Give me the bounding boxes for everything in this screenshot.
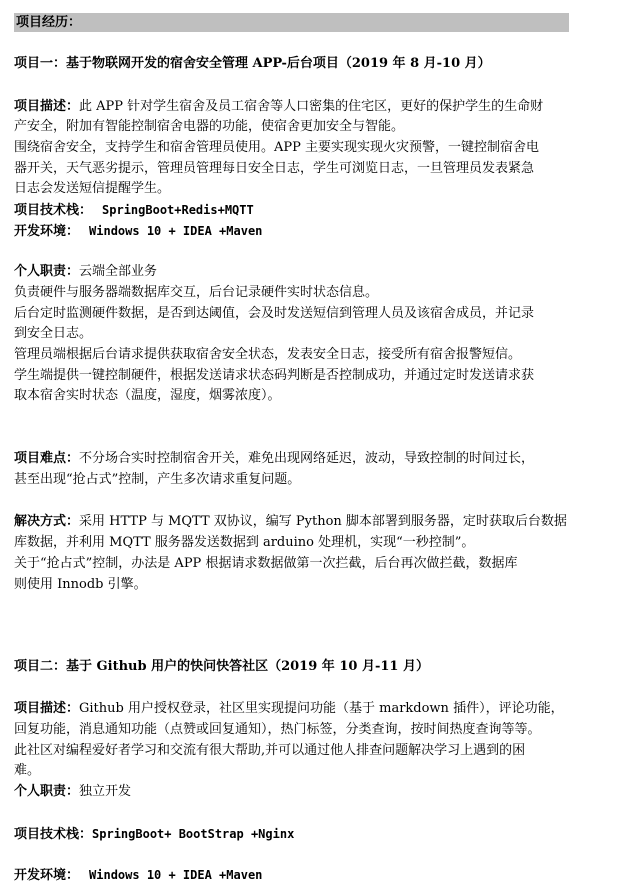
project1-solution-line: 库数据，并利用 MQTT 服务器发送数据到 arduino 处理机，实现“一秒控制”。 (14, 535, 475, 550)
project1-desc-text: 此 APP 针对学生宿舍及员工宿舍等人口密集的住宅区，更好的保护学生的生命财 (79, 99, 544, 114)
project2-env-label: 开发环境： (14, 868, 80, 883)
project2-env-value: Windows 10 + IDEA +Maven (89, 868, 263, 882)
project1-difficulty-line: 甚至出现“抢占式”控制，产生多次请求重复问题。 (14, 472, 301, 487)
project2-stack-label: 项目技术栈： (14, 827, 93, 842)
project1-duty-item: 到安全日志。 (14, 326, 93, 341)
project2-duty-value: 独立开发 (79, 784, 132, 799)
project1-duty-item: 负责硬件与服务器端数据库交互，后台记录硬件实时状态信息。 (14, 285, 379, 300)
project1-desc-line: 器开关，天气恶劣提示，管理员管理每日安全日志，学生可浏览日志，一旦管理员发表紧急 (14, 161, 535, 176)
project2-desc-line: 此社区对编程爱好者学习和交流有很大帮助,并可以通过他人排查问题解决学习上遇到的困 (14, 743, 526, 758)
project1-heading: 项目一：基于物联网开发的宿舍安全管理 APP-后台项目（2019 年 8 月-10 月） (14, 56, 491, 71)
project2-stack-line (14, 824, 294, 845)
project2-desc-line (14, 699, 564, 719)
project1-solution-line: 关于“抢占式”控制，办法是 APP 根据请求数据做第一次拦截，后台再次做拦截，数据库 (14, 556, 518, 571)
project1-stack-line (14, 200, 254, 221)
project2-desc-line: 难。 (14, 763, 41, 778)
project1-solution-line: 则使用 Innodb 引擎。 (14, 577, 147, 592)
project2-stack-value: SpringBoot+ BootStrap +Nginx (92, 827, 295, 841)
project1-env-label: 开发环境： (14, 224, 80, 239)
project1-desc-label: 项目描述： (14, 99, 80, 114)
project1-difficulty-text: 不分场合实时控制宿舍开关，难免出现网络延迟，波动，导致控制的时间过长， (79, 451, 535, 466)
section-title: 项目经历： (16, 15, 82, 30)
project2-desc-label: 项目描述： (14, 701, 80, 716)
project2-env-line (14, 865, 262, 886)
project1-env-value: Windows 10 + IDEA +Maven (89, 224, 263, 238)
project1-duty-item: 后台定时监测硬件数据，是否到达阈值，会及时发送短信到管理人员及该宿舍成员，并记录 (14, 306, 535, 321)
project1-solution-line (14, 512, 567, 532)
project1-duty-item: 学生端提供一键控制硬件，根据发送请求状态码判断是否控制成功，并通过定时发送请求获 (14, 368, 535, 383)
project1-solution-label: 解决方式： (14, 514, 80, 529)
project1-duty-item: 取本宿舍实时状态（温度，湿度，烟雾浓度）。 (14, 388, 281, 403)
project2-duty-line (14, 782, 131, 802)
project1-duty-label: 个人职责： (14, 264, 80, 279)
project2-duty-label: 个人职责： (14, 784, 80, 799)
project1-duty-item: 管理员端根据后台请求提供获取宿舍安全状态，发表安全日志，接受所有宿舍报警短信。 (14, 347, 522, 362)
project1-desc-line: 产安全，附加有智能控制宿舍电器的功能，使宿舍更加安全与智能。 (14, 119, 405, 134)
project1-env-line (14, 221, 262, 242)
project1-duty-value: 云端全部业务 (79, 264, 158, 279)
project1-stack-label: 项目技术栈： (14, 203, 93, 218)
project1-solution-text: 采用 HTTP 与 MQTT 双协议，编写 Python 脚本部署到服务器，定时获取后台数据 (79, 514, 567, 529)
project1-difficulty-line (14, 449, 534, 469)
project2-heading: 项目二：基于 Github 用户的快问快答社区（2019 年 10 月-11 月） (14, 659, 429, 674)
section-header-bar (14, 13, 569, 32)
project1-desc-line: 日志会发送短信提醒学生。 (14, 181, 171, 196)
project1-stack-value: SpringBoot+Redis+MQTT (102, 203, 254, 217)
project1-desc-line: 围绕宿舍安全，支持学生和宿舍管理员使用。APP 主要实现实现火灾预警，一键控制宿舍电 (14, 140, 540, 155)
project1-difficulty-label: 项目难点： (14, 451, 80, 466)
project2-desc-line: 回复功能，消息通知功能（点赞或回复通知），热门标签，分类查询，按时间热度查询等等。 (14, 722, 541, 737)
project1-duty-line (14, 262, 157, 282)
project2-desc-text: Github 用户授权登录，社区里实现提问功能（基于 markdown 插件），评论功能， (79, 701, 564, 716)
project1-desc-line (14, 97, 543, 117)
